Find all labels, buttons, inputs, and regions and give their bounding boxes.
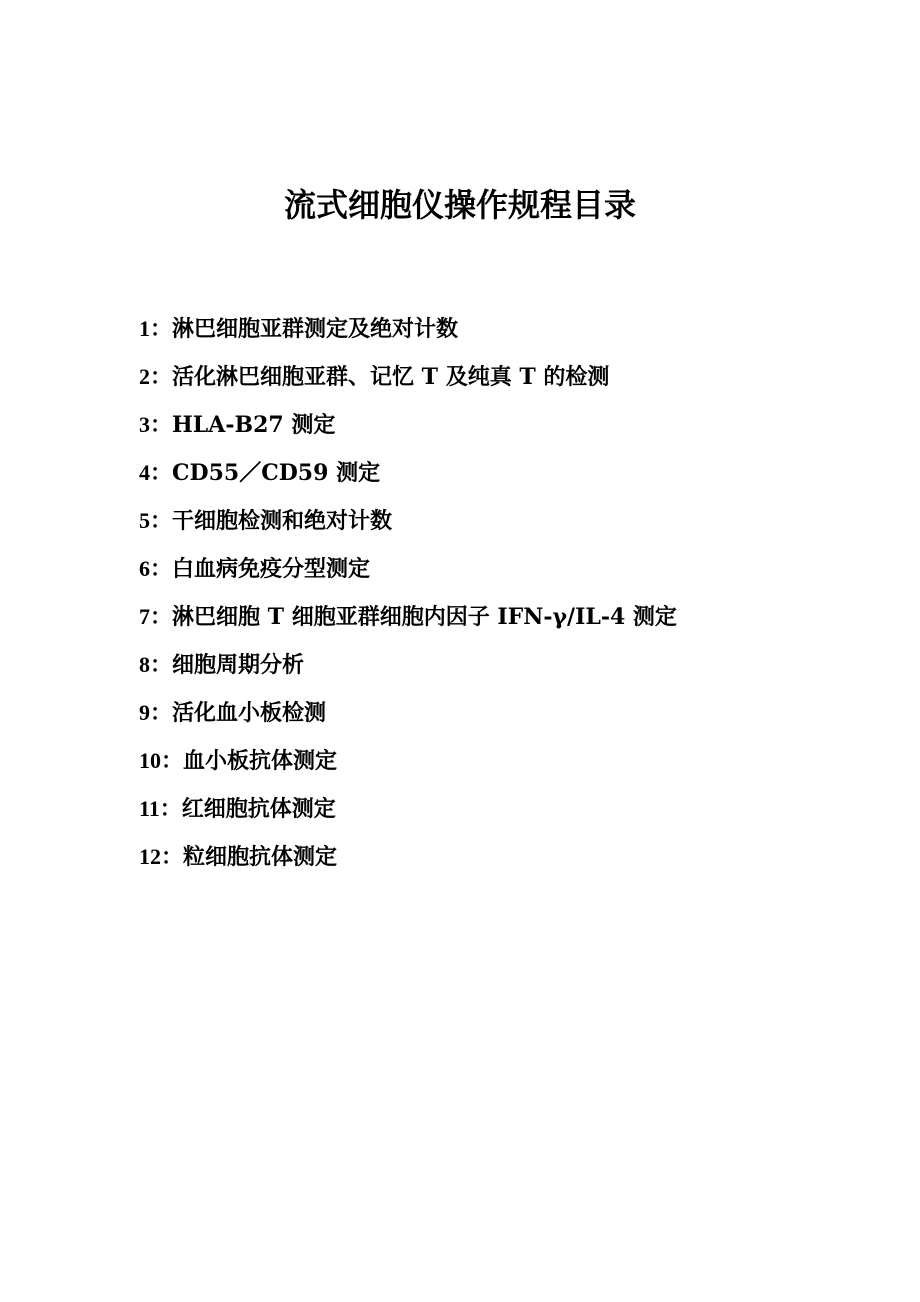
toc-item-text: 粒细胞抗体测定 — [183, 844, 338, 870]
toc-item-text: 活化血小板检测 — [172, 700, 327, 726]
toc-item-text: 干细胞检测和绝对计数 — [172, 508, 393, 534]
toc-item-number: 9： — [139, 700, 173, 725]
toc-item-9 — [139, 691, 839, 739]
toc-item-number: 1： — [139, 316, 173, 341]
toc-item-8 — [139, 643, 839, 691]
toc-item-11 — [139, 787, 839, 835]
toc-item-number: 8： — [139, 652, 173, 677]
toc-item-number: 7： — [139, 604, 173, 629]
toc-item-number: 4： — [139, 460, 173, 485]
toc-item-text: 红细胞抗体测定 — [181, 796, 336, 822]
page-title: 流式细胞仪操作规程目录 — [283, 186, 636, 225]
toc-item-number: 5： — [139, 508, 173, 533]
toc-item-text: 淋巴细胞亚群测定及绝对计数 — [172, 316, 459, 342]
toc-item-10 — [139, 739, 839, 787]
toc-item-3 — [139, 403, 839, 451]
toc-item-number: 3： — [139, 412, 173, 437]
toc-item-text: 血小板抗体测定 — [183, 748, 338, 774]
toc-item-text: 白血病免疫分型测定 — [172, 556, 371, 582]
toc-item-number: 12： — [139, 844, 184, 869]
toc-item-text: 细胞周期分析 — [172, 652, 305, 678]
toc-item-4 — [139, 451, 839, 499]
toc-item-5 — [139, 499, 839, 547]
toc-item-text: 活化淋巴细胞亚群、记忆 T 及纯真 T 的检测 — [172, 364, 610, 390]
toc-item-7 — [139, 595, 839, 643]
toc-item-12 — [139, 835, 839, 883]
toc-item-number: 6： — [139, 556, 173, 581]
toc-item-6 — [139, 547, 839, 595]
toc-item-text: 淋巴细胞 T 细胞亚群细胞内因子 IFN-γ/IL-4 测定 — [172, 604, 677, 630]
toc-item-number: 11： — [139, 796, 182, 821]
toc-item-2 — [139, 355, 839, 403]
toc-item-number: 10： — [139, 748, 184, 773]
table-of-contents — [139, 307, 839, 883]
toc-item-1 — [139, 307, 839, 355]
toc-item-number: 2： — [139, 364, 173, 389]
toc-item-text: CD55／CD59 测定 — [172, 460, 381, 486]
toc-item-text: HLA-B27 测定 — [172, 412, 336, 438]
